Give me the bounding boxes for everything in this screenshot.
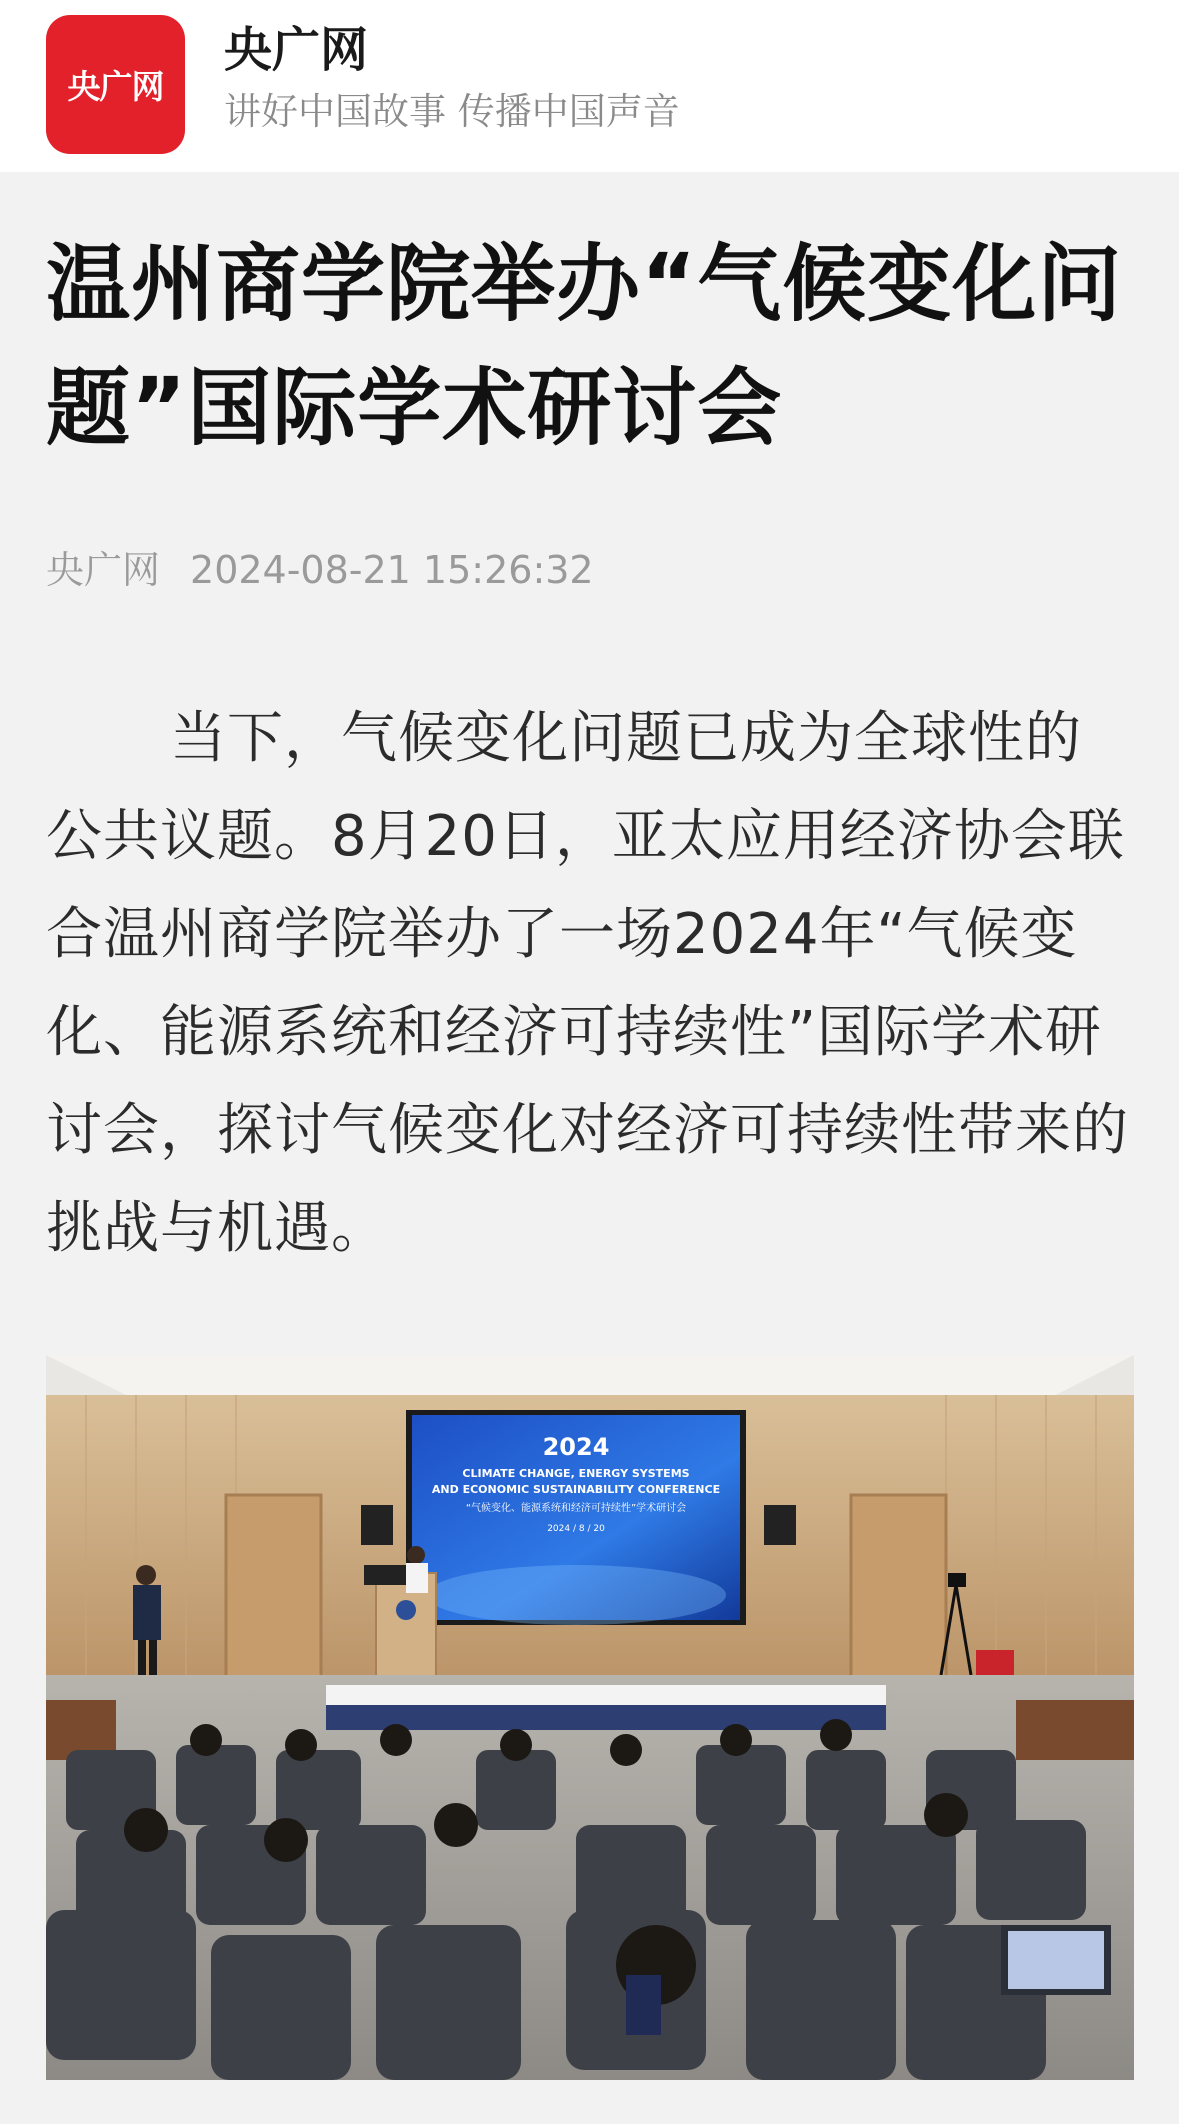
screen-year: 2024 [542, 1433, 610, 1461]
logo-text: 央广网 [67, 67, 164, 106]
article-title: 温州商学院举办“气候变化问题”国际学术研讨会 [46, 235, 1123, 457]
brand-name[interactable]: 央广网 [224, 22, 369, 78]
screen-date: 2024 / 8 / 20 [547, 1524, 605, 1534]
brand-slogan: 讲好中国故事 传播中国声音 [224, 90, 680, 133]
screen-title-line2: AND ECONOMIC SUSTAINABILITY CONFERENCE [431, 1483, 721, 1496]
article-source[interactable]: 央广网 [46, 548, 161, 592]
conference-photo[interactable] [46, 1355, 1134, 2080]
article-meta [46, 545, 594, 595]
screen-title-line1: CLIMATE CHANGE, ENERGY SYSTEMS [462, 1467, 690, 1480]
screen-title-line3: “气候变化、能源系统和经济可持续性”学术研讨会 [465, 1503, 687, 1514]
cnr-logo[interactable] [46, 15, 185, 154]
app-header [0, 0, 1179, 172]
article-datetime: 2024-08-21 15:26:32 [190, 548, 594, 592]
article-paragraph: 当下，气候变化问题已成为全球性的公共议题。8月20日，亚太应用经济协会联合温州商学院举办了一场2024年“气候变化、能源系统和经济可持续性”国际学术研讨会，探讨气候变化对经济可持续性带来的挑战与机遇。 [46, 706, 1129, 1261]
